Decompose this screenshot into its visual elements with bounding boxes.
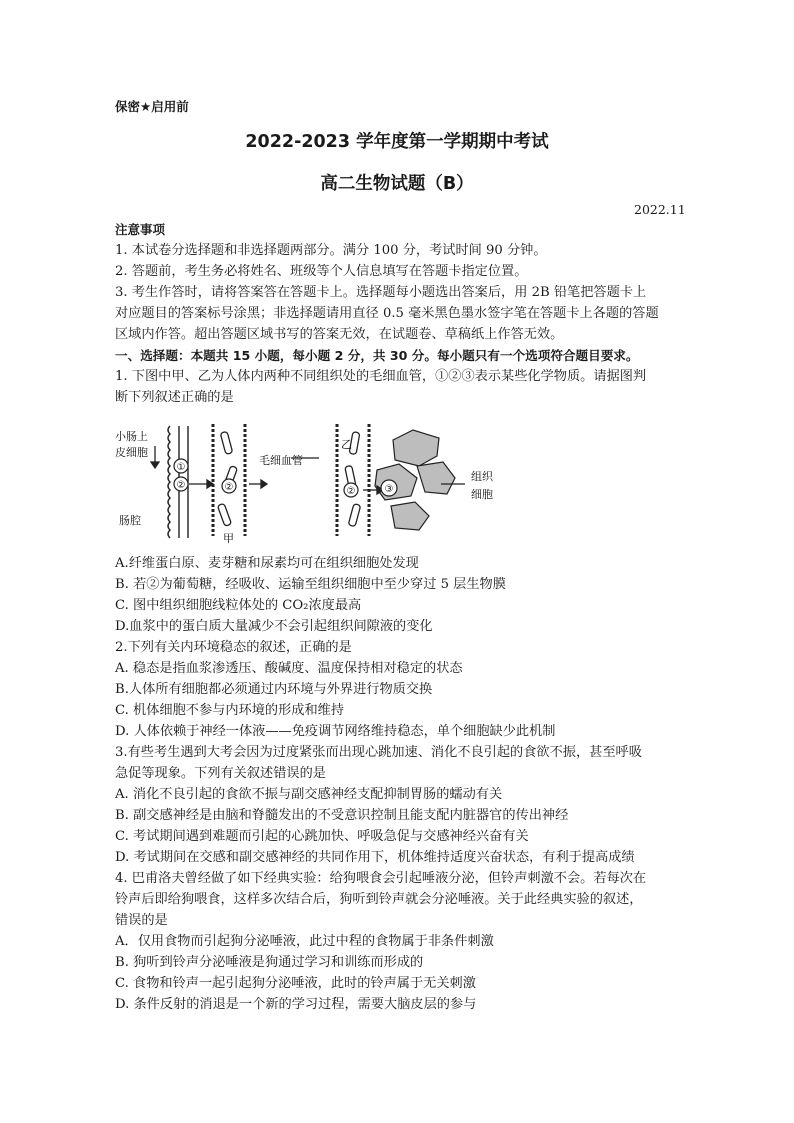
label-epithelium-1: 小肠上 xyxy=(115,430,148,443)
capillary-diagram xyxy=(115,418,520,546)
label-yi: 乙 xyxy=(341,438,352,451)
section-heading: 一、选择题：本题共 15 小题，每小题 2 分，共 30 分。每小题只有一个选项符合题目要求。 xyxy=(115,348,639,363)
label-tissue-2: 细胞 xyxy=(471,488,493,501)
capillary-diagram-svg xyxy=(115,418,520,546)
question-stem: 2.下列有关内环境稳态的叙述，正确的是 xyxy=(115,640,352,655)
exam-title: 2022-2023 学年度第一学期期中考试 xyxy=(245,132,549,152)
option: B. 若②为葡萄糖，经吸收、运输至组织细胞中至少穿过 5 层生物膜 xyxy=(115,577,506,592)
option: B.人体所有细胞都必须通过内环境与外界进行物质交换 xyxy=(115,682,433,697)
marker-3: ③ xyxy=(384,484,394,495)
notice-line: 1. 本试卷分选择题和非选择题两部分。满分 100 分，考试时间 90 分钟。 xyxy=(115,243,547,258)
option: A. 稳态是指血浆渗透压、酸碱度、温度保持相对稳定的状态 xyxy=(115,661,463,676)
option: C. 机体细胞不参与内环境的形成和维持 xyxy=(115,703,345,718)
secret-label: 保密★启用前 xyxy=(115,99,189,114)
label-jia: 甲 xyxy=(223,532,234,545)
question-stem: 3.有些考生遇到大考会因为过度紧张而出现心跳加速、消化不良引起的食欲不振，甚至呼吸 xyxy=(115,745,642,760)
notice-line: 2. 答题前，考生务必将姓名、班级等个人信息填写在答题卡指定位置。 xyxy=(115,264,528,279)
question-stem: 急促等现象。下列有关叙述错误的是 xyxy=(115,766,326,781)
option: C. 食物和铃声一起引起狗分泌唾液，此时的铃声属于无关刺激 xyxy=(115,976,476,991)
marker-2b: ② xyxy=(224,482,234,493)
option: A.纤维蛋白原、麦芽糖和尿素均可在组织细胞处发现 xyxy=(115,556,419,571)
marker-2c: ② xyxy=(346,486,356,497)
label-tissue-1: 组织 xyxy=(471,470,493,483)
notice-line: 3. 考生作答时，请将答案答在答题卡上。选择题每小题选出答案后，用 2B 铅笔把答题卡上 xyxy=(115,285,647,300)
option: B. 副交感神经是由脑和脊髓发出的不受意识控制且能支配内脏器官的传出神经 xyxy=(115,808,569,823)
notice-line: 区域内作答。超出答题区域书写的答案无效，在试题卷、草稿纸上作答无效。 xyxy=(115,327,564,342)
question-stem: 4. 巴甫洛夫曾经做了如下经典实验：给狗喂食会引起唾液分泌，但铃声刺激不会。若每次在 xyxy=(115,871,647,886)
notice-line: 对应题目的答案标号涂黑；非选择题请用直径 0.5 毫米黑色墨水签字笔在答题卡上各题的答题 xyxy=(115,306,659,321)
exam-date: 2022.11 xyxy=(634,202,686,217)
marker-1: ① xyxy=(176,462,186,473)
red-blood-cells xyxy=(217,431,360,526)
option: D. 人体依赖于神经一体液——免疫调节网络维持稳态，单个细胞缺少此机制 xyxy=(115,724,556,739)
option: C. 考试期间遇到难题而引起的心跳加快、呼吸急促与交感神经兴奋有关 xyxy=(115,829,529,844)
option: B. 狗听到铃声分泌唾液是狗通过学习和训练而形成的 xyxy=(115,955,424,970)
label-capillary: 毛细血管 xyxy=(259,454,303,467)
option: A. 消化不良引起的食欲不振与副交感神经支配抑制胃肠的蠕动有关 xyxy=(115,787,503,802)
option: A．仅用食物而引起狗分泌唾液，此过中程的食物属于非条件刺激 xyxy=(115,934,494,949)
question-stem: 错误的是 xyxy=(115,913,168,928)
option: D. 考试期间在交感和副交感神经的共同作用下，机体维持适度兴奋状态，有利于提高成绩 xyxy=(115,850,635,865)
option: D. 条件反射的消退是一个新的学习过程，需要大脑皮层的参与 xyxy=(115,997,477,1012)
option: C. 图中组织细胞线粒体处的 CO₂浓度最高 xyxy=(115,598,362,613)
question-stem: 铃声后即给狗喂食，这样多次结合后，狗听到铃声就会分泌唾液。关于此经典实验的叙述， xyxy=(115,892,643,907)
question-stem: 1. 下图中甲、乙为人体内两种不同组织处的毛细血管，①②③表示某些化学物质。请据图判 xyxy=(115,369,647,384)
option: D.血浆中的蛋白质大量减少不会引起组织间隙液的变化 xyxy=(115,619,433,634)
question-stem: 断下列叙述正确的是 xyxy=(115,390,234,405)
marker-labels xyxy=(177,462,394,497)
exam-subtitle: 高二生物试题（B） xyxy=(320,174,474,194)
marker-2: ② xyxy=(176,480,186,491)
notice-heading: 注意事项 xyxy=(115,222,166,237)
label-epithelium-2: 皮细胞 xyxy=(115,446,148,459)
label-lumen: 肠腔 xyxy=(119,514,141,527)
